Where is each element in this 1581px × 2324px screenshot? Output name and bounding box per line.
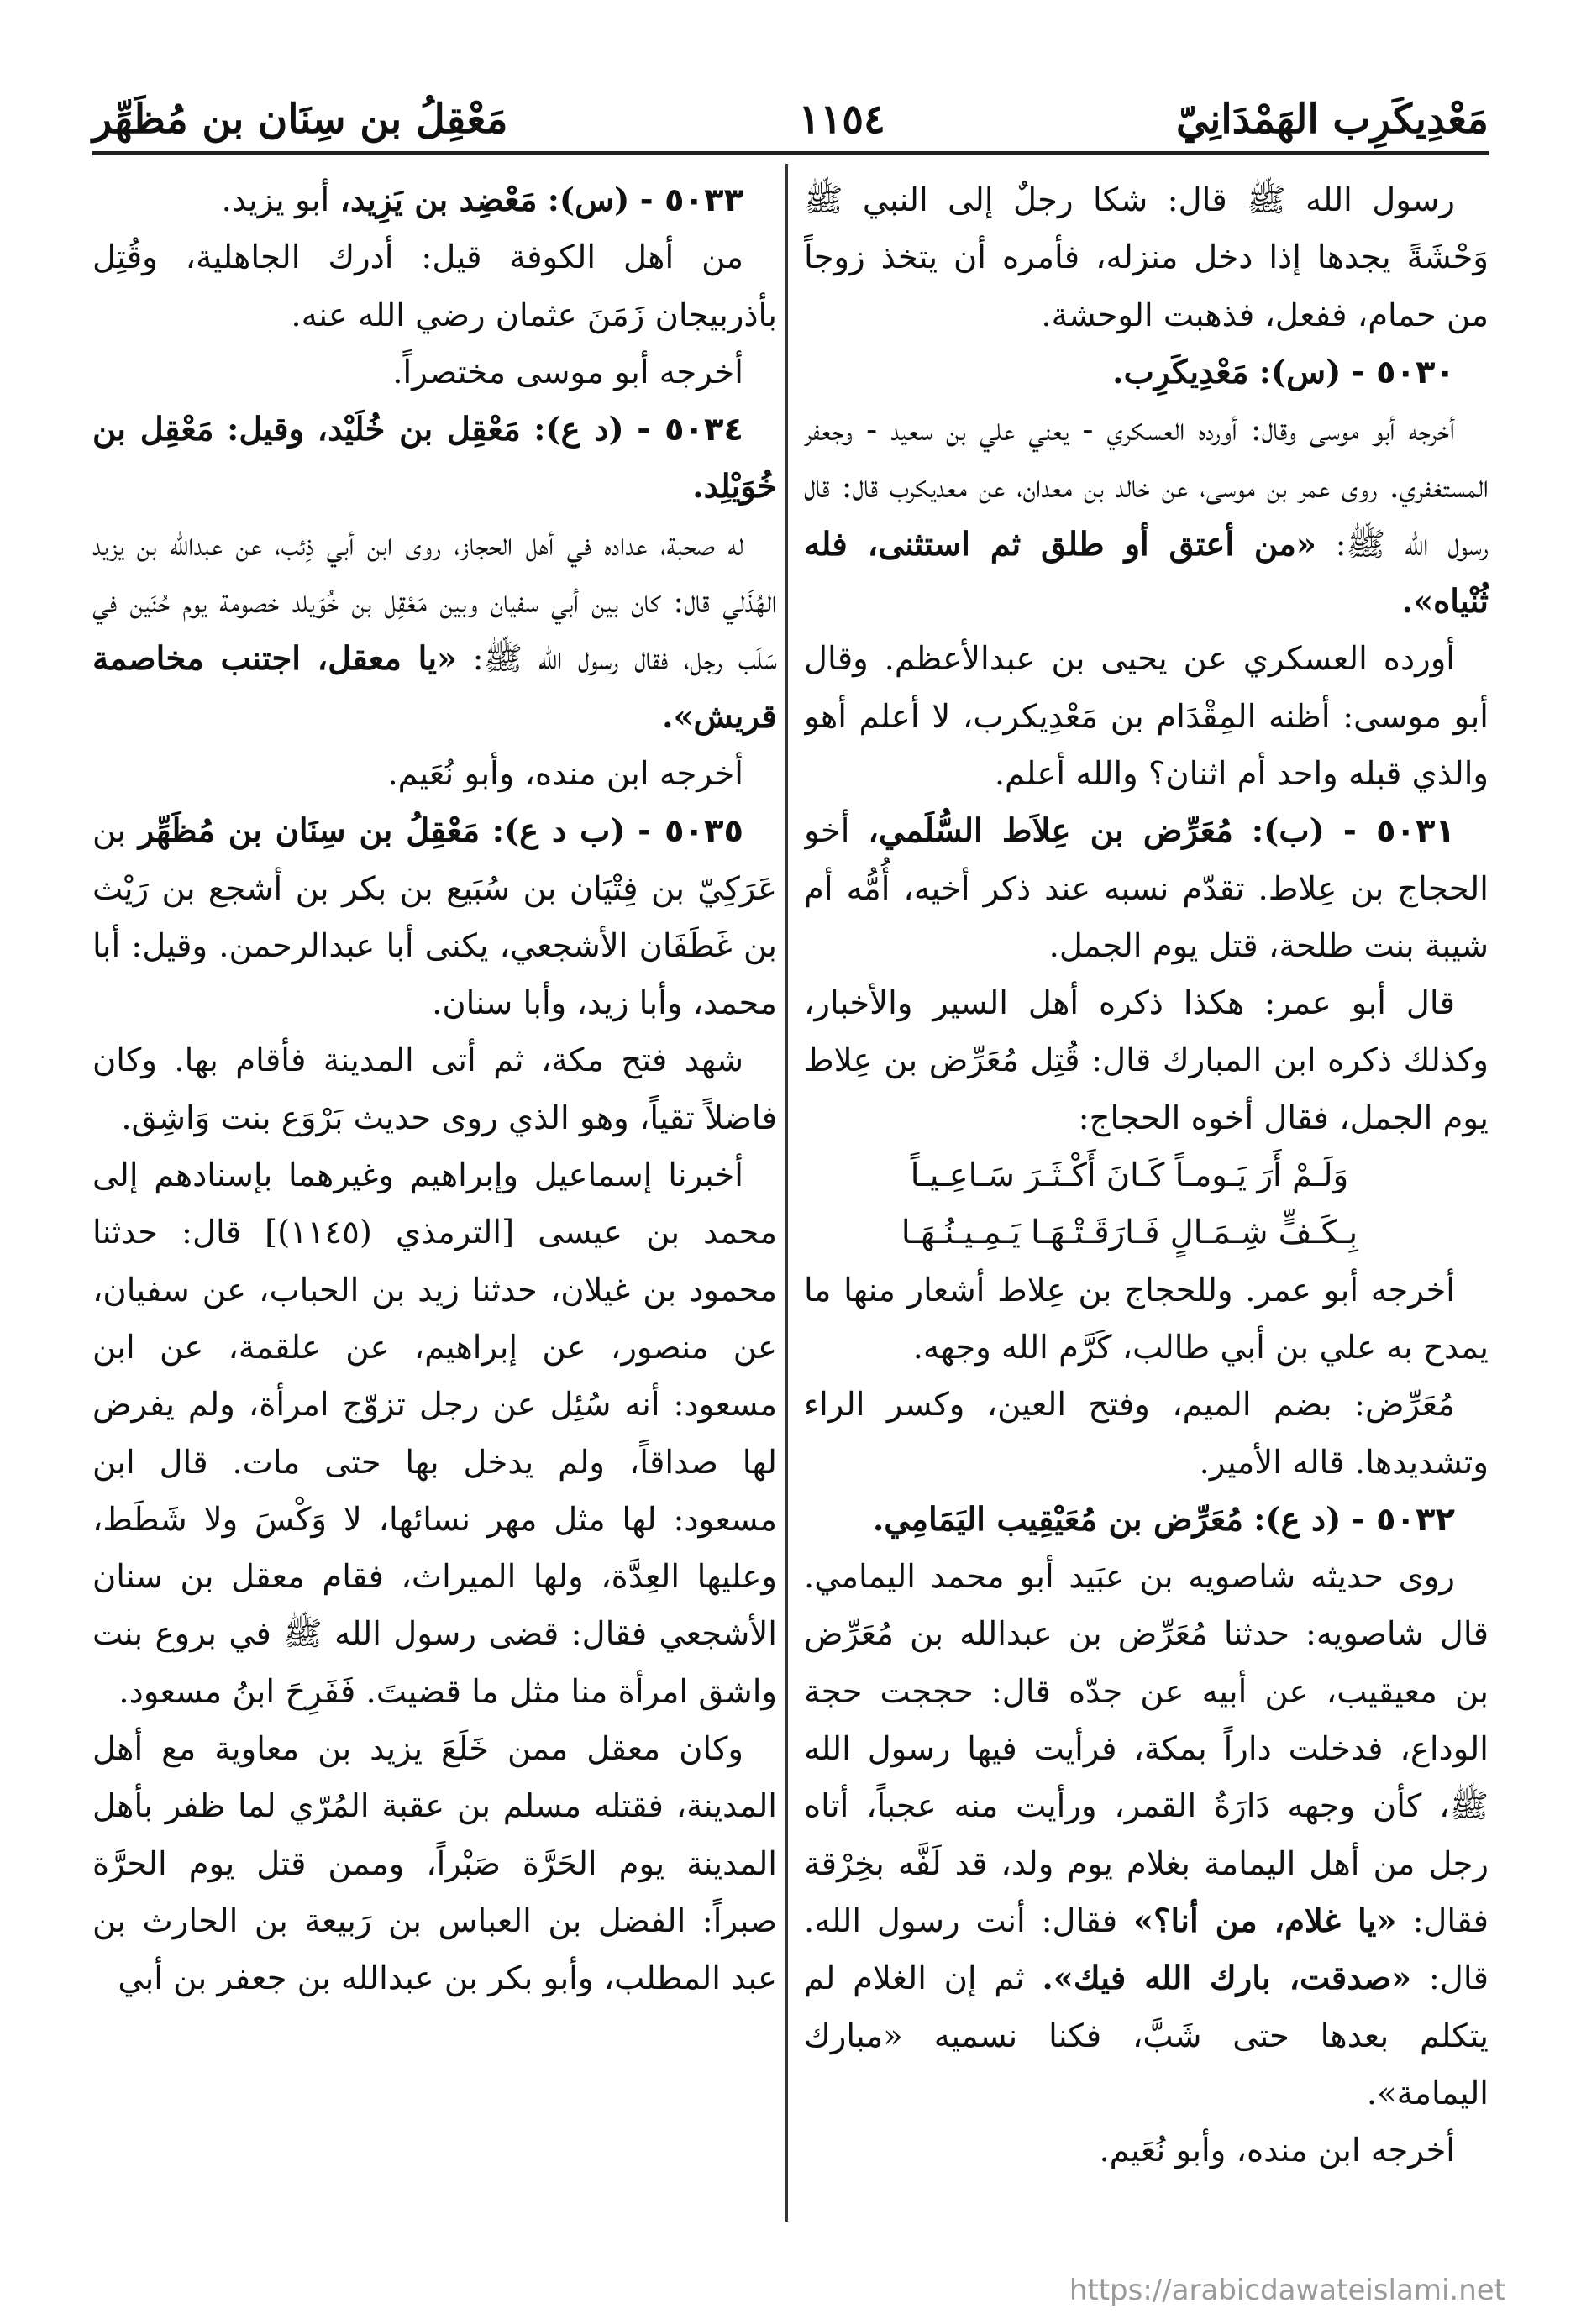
entry-alt-name: مَعْقِل بن خُوَيْلِد. [92,411,777,506]
entry-name: مَعْدِيكَرِب. [1112,353,1249,391]
left-column [92,172,777,2222]
header-right-title: مَعْدِيكَرِب الهَمْدَانِيّ [1175,96,1489,143]
page-header [92,59,1489,143]
right-column [804,172,1489,2222]
entry-number: ٥٠٣٥ - [638,812,743,851]
paragraph: أخرجه ابن منده، وأبو نُعَيم. [1099,2132,1455,2170]
paragraph [804,401,1489,631]
entry-5033 [92,172,777,229]
entry-text: وقيل: [227,411,305,449]
entry-tag: (د ع): [533,411,624,449]
paragraph: من أهل الكوفة قيل: أدرك الجاهلية، وقُتِل بأذربيجان زَمَنَ عثمان رضي الله عنه. [92,239,777,334]
entry-name: مُعَرِّض بن عِلاَط السُّلَمي، [868,812,1233,851]
entry-text: أخو الحجاج بن عِلاط. تقدّم نسبه عند ذكر أخيه، أُمُّه أم شيبة بنت طلحة، قتل يوم الجمل. [804,812,1489,965]
paragraph: قال أبو عمر: هكذا ذكره أهل السير والأخبار، وكذلك ذكره ابن المبارك قال: قُتِل مُعَرِّض بن عِلاط يوم الجمل، فقال أخوه الحجاج: [804,984,1489,1137]
entry-name: مُعَرِّض بن مُعَيْقِيب اليَمَامِي. [872,1500,1243,1539]
hadith-quote: «يا معقل، اجتنب مخاصمة قريش». [92,640,777,736]
entry-tag: (س): [547,181,630,219]
entry-text: أبو يزيد. [221,181,330,219]
entry-number: ٥٠٣٤ - [637,411,743,449]
entry-number: ٥٠٣١ - [1342,812,1455,851]
header-rule [92,151,1489,155]
paragraph: وكان معقل ممن خَلَعَ يزيد بن معاوية مع أهل المدينة، فقتله مسلم بن عقبة المُرّي لما ظفر بأهل المدينة يوم الحَرَّة صَبْراً، وممن قتل يوم الحرَّة صبراً: الفضل بن العباس بن رَبيعة بن الحارث بن عبد المطلب، وأبو بكر بن عبدالله بن جعفر بن أبي [92,1730,777,1998]
entry-name: مَعْضِد بن يَزِيد، [339,181,538,219]
hadith-quote: «من أعتق أو طلق ثم استثنى، فله ثُنْياه». [804,525,1489,622]
entry-5032 [804,1492,1489,1549]
poem-verse-2: بِـكَـفٍّ شِـمَـالٍ فَـارَقَـتْـهَـا يَـمِـيـنُـهَـا [901,1214,1358,1252]
paragraph: رسول الله ﷺ قال: شكا رجلٌ إلى النبي ﷺ وَحْشَةً يجدها إذا دخل منزله، فأمره أن يتخذ زوجاً من حمام، ففعل، فذهبت الوحشة. [804,181,1489,334]
paragraph-text: له صحبة، عداده في أهل الحجاز، روى ابن أبي ذِئب، عن عبدالله بن يزيد الهُذَلي قال: كان بين أبي سفيان وبين مَعْقِل بن خُوَيلد خصومة يوم حُنَين في سَلَب رجل، فقال رسول الله ﷺ: [92,525,777,679]
paragraph [804,1549,1489,2122]
hadith-quote: «يا غلام، من أنا؟» [1133,1902,1397,1940]
paragraph: مُعَرِّض: بضم الميم، وفتح العين، وكسر الراء وتشديدها. قاله الأمير. [804,1386,1489,1482]
paragraph-text: أخرجه أبو موسى وقال: أورده العسكري - يعني علي بن سعيد - وجعفر المستغفري. روى عمر بن موسى، عن خالد بن معدان، عن معديكرب قال: قال رسول الله ﷺ: [804,411,1489,564]
paragraph-text: ثم إن الغلام لم يتكلم بعدها حتى شَبَّ، فكنا نسميه «مبارك اليمامة». [804,1959,1489,2112]
paragraph: أورده العسكري عن يحيى بن عبدالأعظم. وقال أبو موسى: أظنه المِقْدَام بن مَعْدِيكرب، لا أعلم أهو والذي قبله واحد أم اثنان؟ والله أعلم. [804,640,1489,793]
header-left-title: مَعْقِلُ بن سِنَان بن مُظَهِّر [92,96,508,143]
hadith-quote: «صدقت، بارك الله فيك». [1042,1959,1412,1998]
entry-text: بن عَرَكِيّ بن فِتْيَان بن سُبَيع بن بكر بن أشجع بن رَيْث بن غَطَفَان الأشجعي، يكنى أبا عبدالرحمن. وقيل: أبا محمد، وأبا زيد، وأبا سنان. [92,812,777,1023]
source-url-watermark: https://arabicdawateislami.net [1069,2274,1505,2307]
entry-tag: (د ع): [1253,1500,1342,1539]
poem-verse-1: وَلَـمْ أَرَ يَـومـاً كَـانَ أَكْـثَـرَ سَـاعِـيـاً [910,1157,1349,1195]
paragraph: أخبرنا إسماعيل وإبراهيم وغيرهما بإسنادهم إلى محمد بن عيسى [الترمذي (١١٤٥)] قال: حدثنا محمود بن غيلان، حدثنا زيد بن الحباب، عن سفيان، عن منصور، عن إبراهيم، عن علقمة، عن ابن مسعود: أنه سُئِل عن رجل تزوّج امرأة، ولم يفرض لها صداقاً، ولم يدخل بها حتى مات. قال ابن مسعود: لها مثل مهر نسائها، لا وَكْسَ ولا شَطَط، وعليها العِدَّة، ولها الميراث، فقام معقل بن سنان الأشجعي فقال: قضى رسول الله ﷺ في بروع بنت واشق امرأة منا مثل ما قضيتَ. فَفَرِحَ ابنُ مسعود. [92,1157,777,1711]
paragraph: أخرجه أبو موسى مختصراً. [392,353,743,391]
entry-tag: (ب د ع): [491,812,626,851]
paragraph [92,517,777,746]
paragraph: أخرجه أبو عمر. وللحجاج بن عِلاط أشعار منها ما يمدح به علي بن أبي طالب، كَرَّم الله وجهه. [804,1271,1489,1367]
paragraph: شهد فتح مكة، ثم أتى المدينة فأقام بها. وكان فاضلاً تقياً، وهو الذي روى حديث بَرْوَع بنت وَاشِق. [92,1041,777,1137]
entry-name: مَعْقِلُ بن سِنَان بن مُظَهِّر [138,812,481,851]
column-divider [785,164,788,2222]
entry-number: ٥٠٣٣ - [639,181,743,219]
page-number: ١١٥٤ [798,96,885,143]
paragraph-text: روى حديثه شاصويه بن عبَيد أبو محمد اليمامي. قال شاصويه: حدثنا مُعَرِّض بن عبدالله بن مُعَرِّض بن معيقيب، عن أبيه عن جدّه قال: حججت حجة الوداع، فدخلت داراً بمكة، فرأيت فيها رسول الله ﷺ، كأن وجهه دَارَةُ القمر، ورأيت منه عجباً، أتاه رجل من أهل اليمامة بغلام يوم ولد، قد لَفَّه بخِرْقة فقال: [804,1558,1489,1940]
entry-name: مَعْقِل بن خُلَيْد، [317,411,521,449]
entry-number: ٥٠٣٢ - [1351,1500,1455,1539]
entry-5035 [92,803,777,1032]
entry-5034 [92,401,777,517]
entry-number: ٥٠٣٠ - [1351,353,1455,391]
entry-5030 [804,344,1489,401]
paragraph-text: فقال: أنت رسول الله. قال: [804,1902,1489,1998]
entry-tag: (ب): [1251,812,1325,851]
entry-5031 [804,803,1489,975]
paragraph: أخرجه ابن منده، وأبو نُعَيم. [387,754,743,793]
entry-tag: (س): [1258,353,1342,391]
